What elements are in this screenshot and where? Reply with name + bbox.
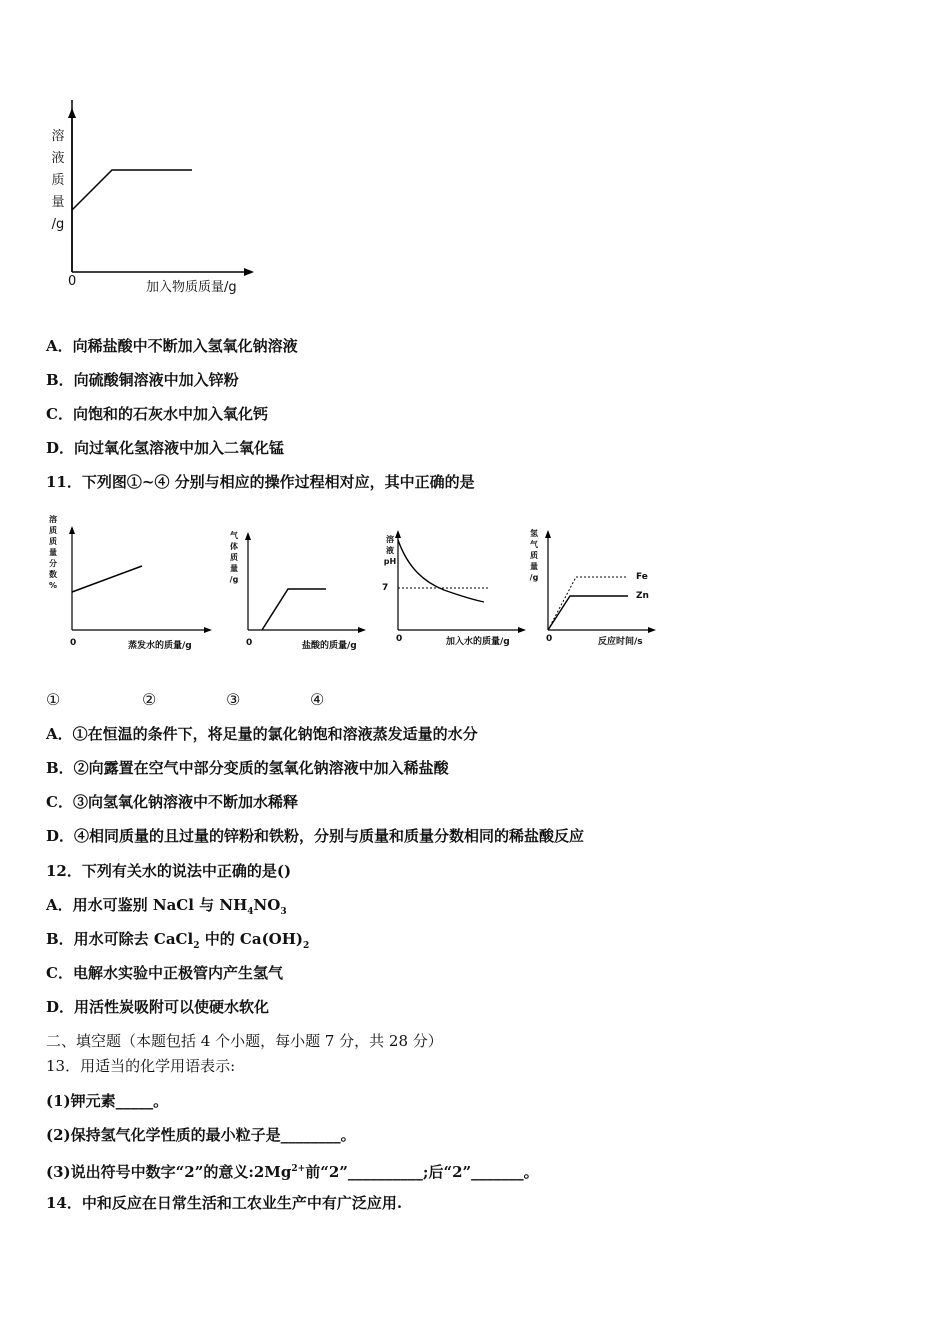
top-graph-curve bbox=[72, 170, 192, 210]
top-graph-axes bbox=[40, 100, 270, 300]
q11-graph-3-plot bbox=[386, 520, 536, 635]
top-graph-y-arrow bbox=[68, 108, 76, 118]
top-graph-y-label: 溶 液 质 量 /g bbox=[51, 129, 65, 232]
q13-stem: 13．用适当的化学用语表示: bbox=[46, 1057, 236, 1075]
q10-option-b: B．向硫酸铜溶液中加入锌粉 bbox=[46, 371, 239, 389]
q11-graph-3-y-label: 溶 液 pH bbox=[383, 535, 397, 566]
q11-graph-2-curve bbox=[262, 589, 326, 630]
q11-graph-4-x-label: 反应时间/s bbox=[598, 637, 643, 647]
q10-option-d: D．向过氧化氢溶液中加入二氧化锰 bbox=[46, 439, 285, 457]
q12-option-b: B．用水可除去 CaCl$_2$ 中的 $Ca(OH)_2$ bbox=[46, 930, 310, 951]
q11-graph-4-legend-zn: Zn bbox=[636, 591, 649, 601]
q12-option-c: C．电解水实验中正极管内产生氢气 bbox=[46, 964, 283, 982]
q11-graph-number-3: ③ bbox=[226, 690, 241, 709]
q11-option-b: B．②向露置在空气中部分变质的氢氧化钠溶液中加入稀盐酸 bbox=[46, 759, 449, 777]
q11-graph-1-y-label: 溶 质 质 量 分 数 % bbox=[48, 515, 57, 590]
q11-graph-4-zn-curve bbox=[548, 596, 628, 630]
q11-graph-3-tick-7: 7 bbox=[382, 583, 389, 593]
q11-graph-2-plot bbox=[236, 520, 376, 635]
q11-graph-4-legend-fe: Fe bbox=[636, 572, 648, 582]
q11-graph-number-4: ④ bbox=[310, 690, 325, 709]
q11-graph-3-x-label: 加入水的质量/g bbox=[446, 637, 510, 647]
q11-graph-2-x-label: 盐酸的质量/g bbox=[302, 641, 357, 651]
top-graph-x-arrow bbox=[244, 268, 254, 276]
q12-option-d: D．用活性炭吸附可以使硬水软化 bbox=[46, 998, 270, 1016]
q11-stem: 11．下列图①~④ 分别与相应的操作过程相对应，其中正确的是 bbox=[46, 473, 475, 491]
q13-part-1: (1)钾元素_____。 bbox=[46, 1092, 169, 1110]
q11-graph-4-y-label: 氢 气 质 量 /g bbox=[529, 529, 539, 582]
q11-graph-number-1: ① bbox=[46, 690, 61, 709]
q14-stem: 14．中和反应在日常生活和工农业生产中有广泛应用. bbox=[46, 1194, 403, 1212]
q13-part-2: (2)保持氢气化学性质的最小粒子是________。 bbox=[46, 1126, 356, 1144]
section-2-heading: 二、填空题（本题包括 4 个小题，每小题 7 分，共 28 分） bbox=[46, 1032, 443, 1050]
q12-option-a: A．用水可鉴别 NaCl 与 $NH_4NO_3$ bbox=[46, 896, 287, 917]
q11-graph-number-2: ② bbox=[142, 690, 157, 709]
q10-option-a: A．向稀盐酸中不断加入氢氧化钠溶液 bbox=[46, 337, 298, 355]
top-graph-x-label: 加入物质质量/g bbox=[146, 280, 237, 295]
q11-graph-4-origin: 0 bbox=[546, 634, 553, 644]
q11-graph-1-plot bbox=[60, 520, 220, 635]
q11-graph-3-curve bbox=[398, 540, 484, 602]
q11-graph-2-y-label: 气 体 质 量 /g bbox=[229, 531, 239, 584]
q11-option-a: A．①在恒温的条件下，将足量的氯化钠饱和溶液蒸发适量的水分 bbox=[46, 725, 478, 743]
q11-graph-1-origin: 0 bbox=[70, 638, 77, 648]
q11-option-c: C．③向氢氧化钠溶液中不断加水稀释 bbox=[46, 793, 298, 811]
q11-graph-4-fe-curve bbox=[548, 577, 628, 630]
q11-graph-2-origin: 0 bbox=[246, 638, 253, 648]
q12-stem: 12．下列有关水的说法中正确的是() bbox=[46, 862, 292, 880]
q11-option-d: D．④相同质量的且过量的锌粉和铁粉，分别与质量和质量分数相同的稀盐酸反应 bbox=[46, 827, 585, 845]
q13-part-3: (3)说出符号中数字“2”的意义$:2Mg^{2+}$前“2”__________;后“2”_______。 bbox=[46, 1163, 539, 1181]
q11-graph-1-x-label: 蒸发水的质量/g bbox=[128, 641, 192, 651]
top-graph-origin: 0 bbox=[68, 274, 77, 289]
q11-graph-3-origin: 0 bbox=[396, 634, 403, 644]
q10-option-c: C．向饱和的石灰水中加入氧化钙 bbox=[46, 405, 268, 423]
q11-graph-1-line bbox=[72, 566, 142, 592]
